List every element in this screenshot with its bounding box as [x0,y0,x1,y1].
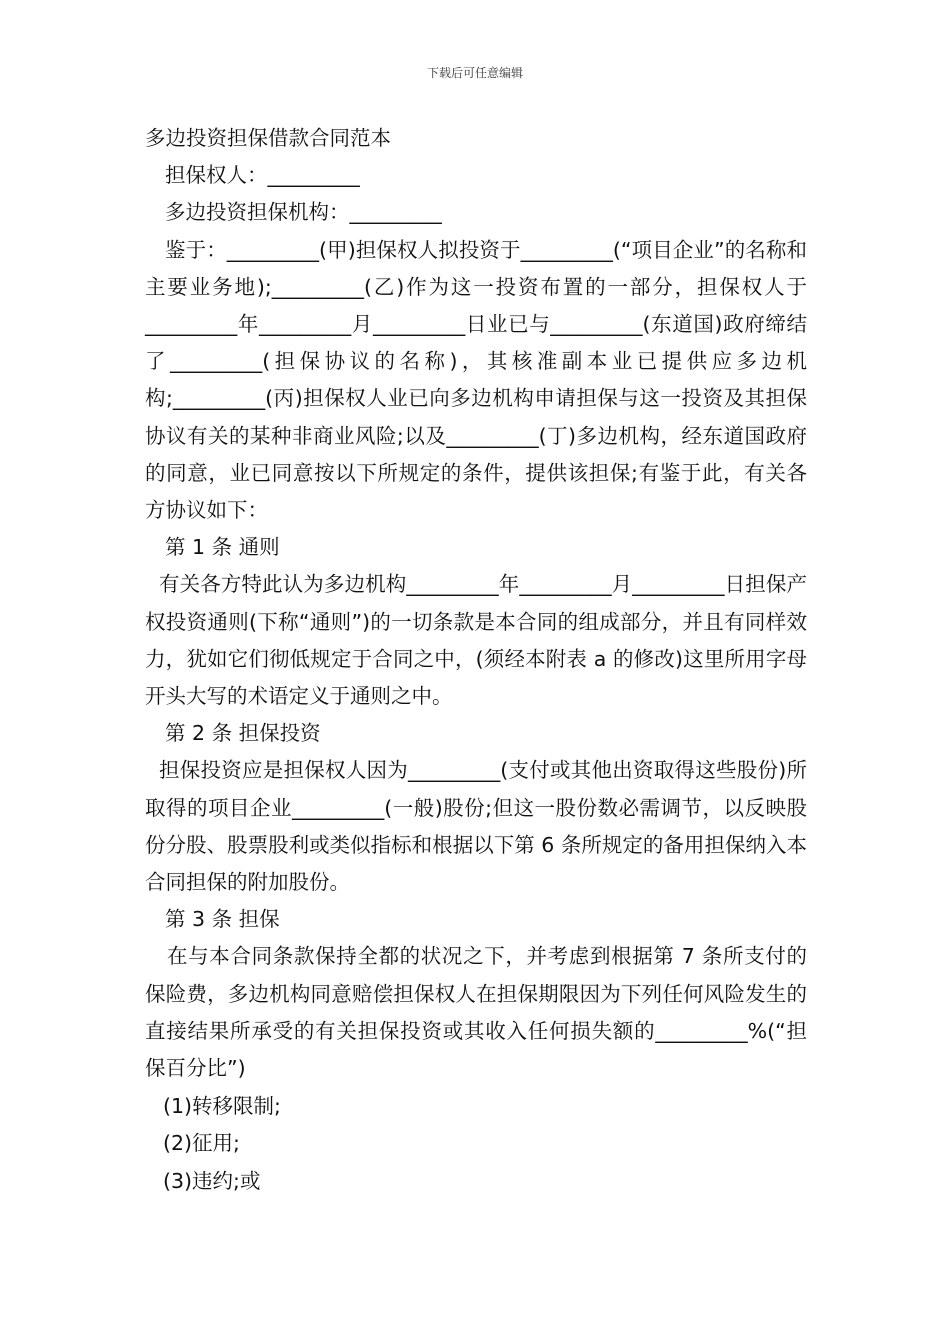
article2-heading: 第 2 条 担保投资 [165,721,321,746]
party-institution: 多边投资担保机构：_________ [165,200,442,225]
risk-item-transfer: (1)转移限制; [163,1094,281,1119]
article2-body: 担保投资应是担保权人因为_________(支付或其他出资取得这些股份)所取得的项目企业_________(一般)股份;但这一股份数必需调节，以反映股份分股、股票股利或类似指标和根据以下第 6 条所规定的备用担保纳入本合同担保的附加股份。 [145,758,807,895]
page-header: 下载后可任意编辑 [426,66,523,80]
article1-body: 有关各方特此认为多边机构_________年_________月_________日担保产权投资通则(下称“通则”)的一切条款是本合同的组成部分，并且有同样效力，犹如它们彻低规定于合同之中，(须经本附表 a 的修改)这里所用字母开头大写的术语定义于通则之中。 [145,572,807,709]
document-body [145,120,807,1200]
article1-heading: 第 1 条 通则 [165,535,280,560]
risk-item-breach: (3)违约;或 [163,1168,261,1193]
article3-body: 在与本合同条款保持全都的状况之下，并考虑到根据第 7 条所支付的保险费，多边机构同意赔偿担保权人在担保期限因为下列任何风险发生的直接结果所承受的有关担保投资或其收入任何损失额的_________%(“担保百分比”) [145,944,807,1081]
recitals-paragraph: 鉴于：_________(甲)担保权人拟投资于_________(“项目企业”的名称和主要业务地);_________(乙)作为这一投资布置的一部分，担保权人于_________年_________月_________日业已与_________(东道国)政府缔结了_________(担保协议的名称)，其核准副本业已提供应多边机构;_________(丙)担保权人业已向多边机构申请担保与这一投资及其担保协议有关的某种非商业风险;以及_________(丁)多边机构，经东道国政府的同意，业已同意按以下所规定的条件，提供该担保;有鉴于此，有关各方协议如下： [145,237,807,523]
document-title: 多边投资担保借款合同范本 [145,126,391,150]
risk-item-expropriation: (2)征用; [163,1131,240,1156]
article3-heading: 第 3 条 担保 [165,907,280,932]
risk-list [145,1088,807,1200]
party-guarantee-holder: 担保权人：_________ [165,163,360,188]
